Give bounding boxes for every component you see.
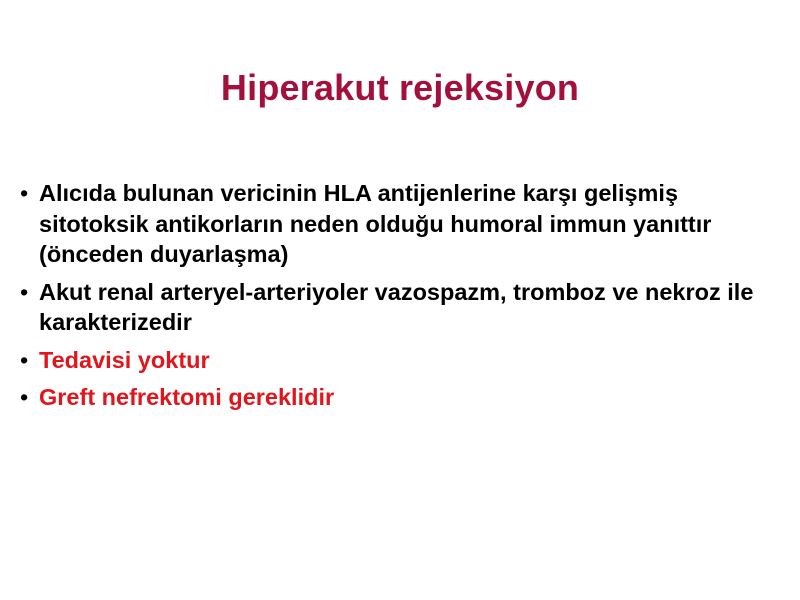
- slide-title: Hiperakut rejeksiyon: [220, 67, 580, 108]
- bullet-dot-icon: •: [20, 384, 29, 410]
- bullet-item: [20, 382, 760, 413]
- bullet-item: [20, 345, 760, 376]
- bullet-dot-icon: •: [20, 180, 29, 206]
- bullet-text: Tedavisi yoktur: [39, 346, 210, 373]
- bullet-text: Greft nefrektomi gereklidir: [39, 384, 335, 410]
- bullet-text: Akut renal arteryel-arteriyoler vazospazm, tromboz ve nekroz ile karakterizedir: [39, 278, 754, 335]
- bullet-list: [20, 178, 760, 420]
- bullet-dot-icon: •: [20, 346, 29, 373]
- bullet-dot-icon: •: [20, 278, 29, 305]
- bullet-text: Alıcıda bulunan vericinin HLA antijenlerine karşı gelişmiş sitotoksik antikorların neden olduğu humoral immun yanıttır (önceden duyarlaşma): [39, 180, 712, 267]
- bullet-item: [20, 178, 760, 270]
- bullet-item: [20, 277, 760, 338]
